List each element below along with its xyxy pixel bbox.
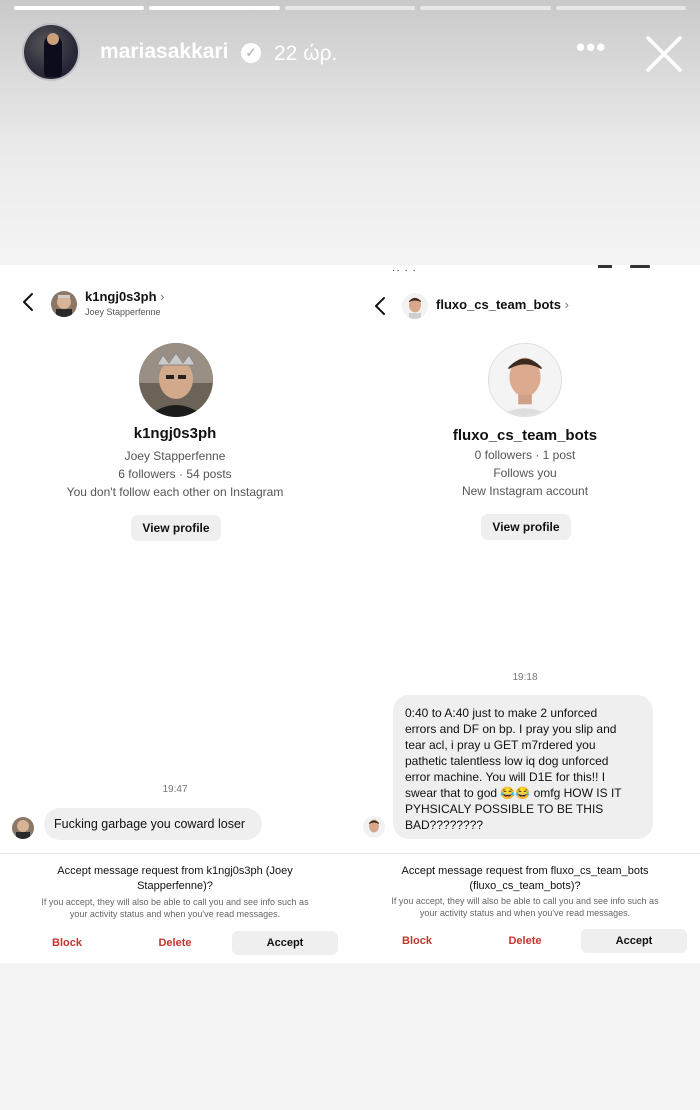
back-chevron-icon[interactable]	[370, 295, 390, 317]
delete-button[interactable]: Delete	[508, 935, 542, 947]
message-line: PYHSICALY POSSIBLE TO BE THIS	[405, 802, 604, 816]
chevron-right-icon: ›	[564, 297, 569, 312]
back-chevron-icon[interactable]	[18, 291, 38, 313]
message-line: pathetic talentless low iq dog unforced	[405, 754, 609, 768]
close-icon[interactable]	[644, 34, 684, 74]
message-timestamp: 19:47	[162, 784, 188, 795]
request-note-line: your activity status and when you've read messages.	[69, 909, 281, 919]
story-timestamp: 22 ώρ.	[274, 42, 338, 65]
progress-segment	[149, 6, 279, 10]
chevron-right-icon: ›	[160, 289, 165, 304]
message-line: tear acl, i pray u GET m7rdered you	[405, 738, 596, 752]
view-profile-button[interactable]: View profile	[481, 514, 571, 540]
request-note-line: your activity status and when you've read messages.	[419, 908, 631, 918]
view-profile-button[interactable]: View profile	[131, 515, 221, 541]
message-request-panel	[350, 853, 700, 963]
block-button[interactable]: Block	[402, 935, 432, 947]
request-note-line: If you accept, they will also be able to call you and see info such as	[391, 896, 659, 906]
progress-segment	[14, 6, 144, 10]
progress-segment	[556, 6, 686, 10]
header-username[interactable]	[436, 297, 569, 312]
message-bubble[interactable]	[393, 695, 653, 839]
header-avatar[interactable]	[51, 291, 77, 317]
header-username-text: fluxo_cs_team_bots	[436, 297, 561, 312]
profile-stats: 0 followers · 1 post	[474, 448, 576, 462]
story-bottom-area	[0, 963, 700, 1110]
header-username-text: k1ngj0s3ph	[85, 289, 157, 304]
sender-avatar	[12, 817, 34, 839]
profile-fullname: Joey Stapperfenne	[124, 449, 226, 463]
request-note-line: If you accept, they will also be able to call you and see info such as	[41, 897, 309, 907]
status-bar-fragment: ·· · ·	[392, 265, 417, 276]
header-avatar[interactable]	[402, 293, 428, 319]
message-line: BAD????????	[405, 818, 484, 832]
accept-button[interactable]: Accept	[232, 931, 338, 955]
message-timestamp: 19:18	[512, 672, 538, 683]
message-line: error machine. You will D1E for this!! I	[405, 770, 606, 784]
profile-stats: 6 followers · 54 posts	[118, 467, 232, 481]
profile-username: fluxo_cs_team_bots	[452, 427, 598, 444]
profile-username: k1ngj0s3ph	[133, 425, 217, 442]
message-bubble[interactable]: Fucking garbage you coward loser	[44, 808, 262, 840]
block-button[interactable]: Block	[52, 937, 82, 949]
status-bar-icons	[598, 265, 664, 269]
message-line: errors and DF on bp. I pray you slip and	[405, 722, 617, 736]
story-username[interactable]: mariasakkari	[100, 40, 229, 63]
request-title-line: (fluxo_cs_team_bots)?	[469, 880, 581, 892]
story-header	[0, 0, 700, 265]
delete-button[interactable]: Delete	[158, 937, 192, 949]
header-username[interactable]	[85, 289, 165, 304]
dm-screenshot-left	[0, 265, 350, 963]
message-line: 0:40 to A:40 just to make 2 unforced	[405, 706, 598, 720]
profile-follows: Follows you	[493, 466, 557, 480]
request-title-line: Stapperfenne)?	[137, 880, 213, 892]
story-avatar[interactable]	[22, 23, 80, 81]
progress-segment	[285, 6, 415, 10]
accept-button[interactable]: Accept	[581, 929, 687, 953]
message-line: swear that to god 😂😂 omfg HOW IS IT	[405, 786, 622, 800]
profile-avatar[interactable]	[488, 343, 562, 417]
profile-avatar[interactable]	[139, 343, 213, 417]
more-options-icon[interactable]: •••	[576, 32, 607, 62]
request-title-line: Accept message request from fluxo_cs_team_bots	[401, 865, 649, 877]
sender-avatar	[363, 816, 385, 838]
message-request-panel	[0, 853, 350, 963]
progress-segment	[420, 6, 550, 10]
dm-screenshot-right	[350, 265, 700, 963]
profile-relation: You don't follow each other on Instagram	[66, 485, 284, 499]
request-title-line: Accept message request from k1ngj0s3ph (Joey	[57, 865, 293, 877]
avatar-head	[47, 33, 59, 45]
verified-badge-icon: ✓	[241, 43, 261, 63]
header-fullname: Joey Stapperfenne	[85, 307, 161, 317]
story-progress-bar	[14, 6, 686, 10]
profile-account-age: New Instagram account	[461, 484, 589, 498]
